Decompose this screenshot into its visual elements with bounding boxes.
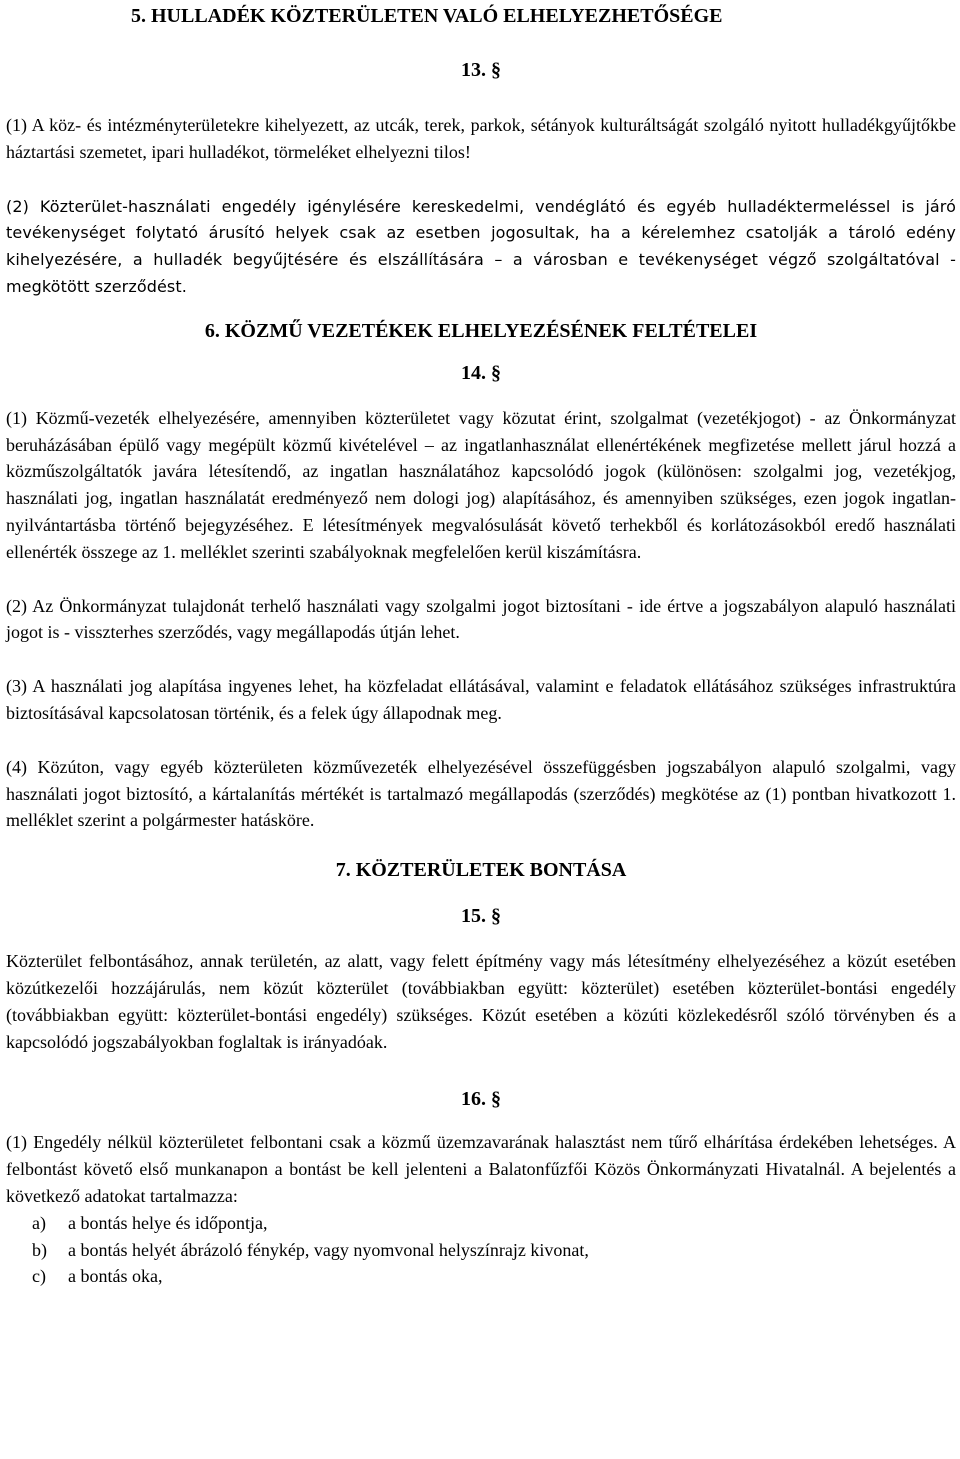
list-item <box>6 1210 956 1237</box>
section-13-heading: 13. § <box>461 59 501 81</box>
list-item-text: a bontás oka, <box>68 1266 163 1287</box>
list-item-text: a bontás helyét ábrázoló fénykép, vagy nyomvonal helyszínrajz kivonat, <box>68 1239 589 1260</box>
section-16-list <box>6 1210 956 1290</box>
section-16-paragraph-1: (1) Engedély nélkül közterületet felbontani csak a közmű üzemzavarának halasztást nem tűrő elhárítása érdekében lehetséges. A felbontást követő első munkanapon a bontást be kell jelenteni a Balatonfűzfői Közös Önkormányzati Hivatalnál. A bejelentés a következő adatokat tartalmazza: <box>6 1132 956 1206</box>
section-13-paragraph-1: (1) A köz- és intézményterületekre kihelyezett, az utcák, terek, parkok, sétányok kulturáltságát szolgáló nyitott hulladékgyűjtőkbe háztartási szemetet, ipari hulladékot, törmeléket elhelyezni tilos! <box>6 115 956 162</box>
section-15-paragraph: Közterület felbontásához, annak területén, az alatt, vagy felett építmény vagy más létesítmény elhelyezéséhez a közút esetében közútkezelői hozzájárulás, nem közút közterület (továbbiakban együtt: közterület) esetében közterület-bontási engedély (továbbiakban együtt: közterület-bontási engedély) szükséges. Közút esetében a közúti közlekedésről szóló törvényben és a kapcsolódó jogszabályokban foglaltak is irányadóak. <box>6 951 956 1052</box>
list-item-marker: c) <box>32 1266 46 1287</box>
section-14-paragraph-2: (2) Az Önkormányzat tulajdonát terhelő használati vagy szolgalmi jogot biztosítani - ide értve a jogszabályon alapuló használati jogot is - visszterhes szerződés, vagy megállapodás útján lehet. <box>6 595 956 643</box>
section-14-paragraph-4: (4) Közúton, vagy egyéb közterületen közművezeték elhelyezésével összefüggésben jogszabályon alapuló szolgalmi, vagy használati jogot biztosító, a kártalanítás mértékét is tartalmazó megállapodás (szerződés) megkötése az (1) pontban hivatkozott 1. melléklet szerint a polgármester hatásköre. <box>6 756 956 831</box>
list-item <box>6 1263 956 1290</box>
chapter-7-title: 7. KÖZTERÜLETEK BONTÁSA <box>335 859 627 882</box>
list-item-marker: a) <box>32 1212 46 1233</box>
section-14-heading: 14. § <box>461 361 501 384</box>
chapter-6-title: 6. KÖZMŰ VEZETÉKEK ELHELYEZÉSÉNEK FELTÉTELEI <box>204 319 758 342</box>
section-15-heading: 15. § <box>461 905 501 928</box>
section-14-paragraph-3: (3) A használati jog alapítása ingyenes lehet, ha közfeladat ellátásával, valamint e feladatok ellátásához szükséges infrastruktúra biztosításával kapcsolatosan történik, és a felek úgy állapodnak meg. <box>6 676 956 723</box>
section-14-paragraph-1: (1) Közmű-vezeték elhelyezésére, amennyiben közterületet vagy közutat érint, szolgalmat (vezetékjogot) - az Önkormányzat beruházásában épülő vagy megépült közmű kivételével – az ingatlanhasználat ellenértékének megfizetése mellett járul hozzá a közműszolgáltatók javára létesítendő, az ingatlan használatához kapcsolódó jogok (különösen: szolgalmi jog, vezetékjog, használati jog, ingatlan használatát eredményező nem dologi jog) alapításához, és amennyiben szükséges, ezen jogok ingatlan-nyilvántartásba történő bejegyzéséhez. E létesítmények megvalósulását követő terhekből és korlátozásokból eredő használati ellenérték összege az 1. melléklet szerinti szabályoknak megfelelően kerül kiszámításra. <box>6 407 956 562</box>
section-13-paragraph-2: (2) Közterület-használati engedély igénylésére kereskedelmi, vendéglátó és egyéb hulladéktermeléssel is járó tevékenységet folytató árusító helyek csak az esetben jogosultak, ha a kérelemhez csatolják a tároló edény kihelyezésére, a hulladék begyűjtésére és elszállítására – a városban e tevékenységet végző szolgáltatóval - megkötött szerződést. <box>6 196 956 296</box>
document-page <box>6 0 956 1290</box>
chapter-5-title: 5. HULLADÉK KÖZTERÜLETEN VALÓ ELHELYEZHETŐSÉGE <box>131 5 723 27</box>
list-item <box>6 1237 956 1264</box>
list-item-text: a bontás helye és időpontja, <box>68 1212 268 1233</box>
list-item-marker: b) <box>32 1239 47 1260</box>
section-16-heading: 16. § <box>461 1088 501 1111</box>
